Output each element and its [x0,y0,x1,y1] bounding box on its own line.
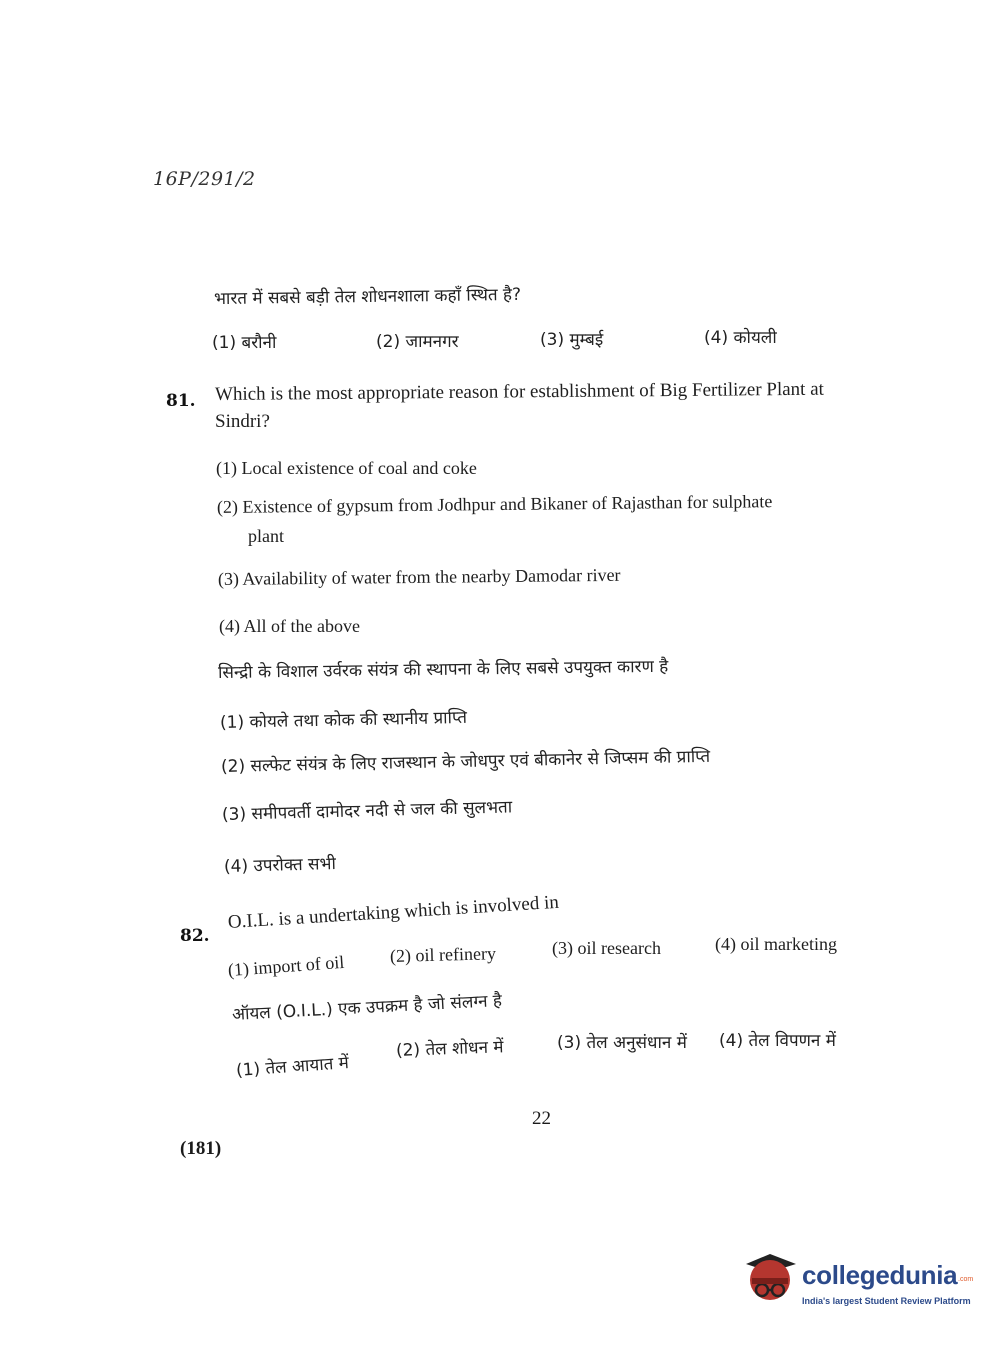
q81-hindi-option-3: (3) समीपवर्ती दामोदर नदी से जल की सुलभता [221,797,513,825]
q82-hindi-option-4: (4) तेल विपणन में [719,1031,836,1051]
q82-hindi-stem: ऑयल (O.I.L.) एक उपक्रम है जो संलग्न है [231,990,503,1025]
collegedunia-logo [742,1250,972,1320]
q82-number: 82. [180,926,210,946]
sheet-code: (181) [180,1138,222,1159]
q81-stem-line2: Sindri? [215,411,270,432]
logo-tagline: India's largest Student Review Platform [802,1296,971,1306]
q80-hindi-option-4: (4) कोयली [704,328,777,348]
page-number: 22 [532,1108,551,1129]
q81-option-4: (4) All of the above [219,616,360,636]
logo-suffix: .com [958,1276,974,1283]
paper-code: 16P/291/2 [153,168,256,190]
q81-hindi-option-4: (4) उपरोक्त सभी [223,854,337,877]
q80-hindi-option-1: (1) बरौनी [212,333,277,353]
q81-stem-line1: Which is the most appropriate reason for establishment of Big Fertilizer Plant at [214,378,824,405]
q80-hindi-stem: भारत में सबसे बड़ी तेल शोधनशाला कहाँ स्थित है? [213,284,522,310]
q81-option-1: (1) Local existence of coal and coke [216,458,477,478]
q81-hindi-stem: सिन्द्री के विशाल उर्वरक संयंत्र की स्थापना के लिए सबसे उपयुक्त कारण है [217,656,669,683]
q82-hindi-option-2: (2) तेल शोधन में [395,1037,504,1061]
q82-option-3: (3) oil research [552,938,661,958]
q81-hindi-option-1: (1) कोयले तथा कोक की स्थानीय प्राप्ति [219,707,468,733]
q81-hindi-option-2: (2) सल्फेट संयंत्र के लिए राजस्थान के जोधपुर एवं बीकानेर से जिप्सम की प्राप्ति [220,746,711,777]
q82-hindi-option-1: (1) तेल आयात में [235,1053,350,1081]
q81-option-2-continued: plant [248,526,284,546]
q82-option-1: (1) import of oil [227,951,345,980]
q82-stem: O.I.L. is a undertaking which is involved in [227,891,560,933]
mascot-icon [742,1250,800,1312]
q81-option-2: (2) Existence of gypsum from Jodhpur and Bikaner of Rajasthan for sulphate [216,491,773,517]
q80-hindi-option-3: (3) मुम्बई [540,330,604,350]
q82-hindi-option-3: (3) तेल अनुसंधान में [557,1033,687,1053]
q80-hindi-option-2: (2) जामनगर [376,332,459,352]
q82-option-4: (4) oil marketing [715,934,837,954]
q81-number: 81. [166,391,196,411]
logo-wordmark: collegedunia [802,1260,958,1290]
q81-option-3: (3) Availability of water from the nearby Damodar river [217,564,621,589]
q82-option-2: (2) oil refinery [389,943,497,966]
